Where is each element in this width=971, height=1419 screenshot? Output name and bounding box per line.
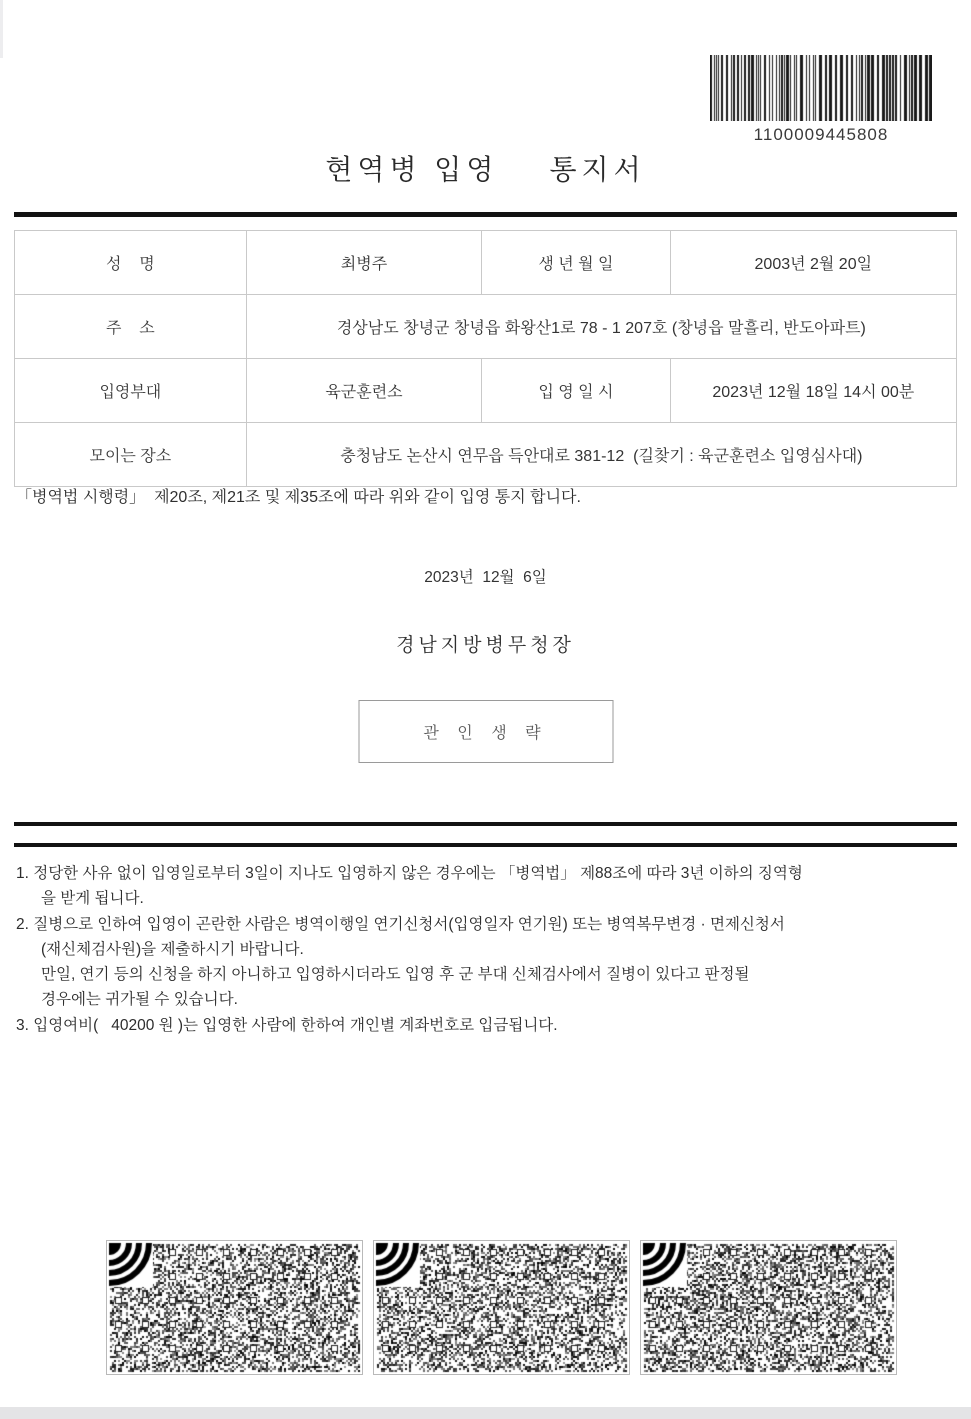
table-row-name (15, 231, 957, 295)
unit-label: 입영부대 (15, 359, 247, 423)
note-2-line-1: 2. 질병으로 인하여 입영이 곤란한 사람은 병역이행일 연기신청서(입영일자 연기원) 또는 병역복무변경 · 면제신청서 (16, 915, 785, 933)
address-value: 경상남도 창녕군 창녕읍 화왕산1로 78 - 1 207호 (창녕읍 말흘리, 반도아파트) (246, 295, 956, 359)
table-row-meeting-place (15, 423, 957, 487)
note-2-line-2: (재신체검사원)을 제출하시기 바랍니다. (41, 940, 304, 958)
note-3-line-1: 3. 입영여비( 40200 원 )는 입영한 사람에 한하여 개인별 계좌번호로 입금됩니다. (16, 1016, 558, 1034)
corner-arcs-icon (641, 1241, 896, 1374)
name-label: 성 명 (15, 231, 247, 295)
legal-basis-line: 「병역법 시행령」 제20조, 제21조 및 제35조에 따라 위와 같이 입영 통지 합니다. (16, 489, 581, 506)
issue-date: 2023년 12월 6일 (424, 569, 547, 586)
notes-list (16, 861, 958, 1038)
address-label: 주 소 (15, 295, 247, 359)
table-row-address (15, 295, 957, 359)
scan-bottom-edge (0, 1407, 971, 1419)
scan-edge-artifact (0, 0, 3, 58)
corner-arcs-icon (107, 1241, 362, 1374)
page-title: 현역병 입영 통지서 (325, 154, 646, 185)
section-divider-top (14, 822, 957, 826)
smart-barcode-2d (373, 1240, 630, 1375)
smart-barcode-row (106, 1240, 897, 1375)
note-2-line-4: 경우에는 귀가될 수 있습니다. (41, 991, 238, 1009)
section-divider-bottom (14, 843, 957, 847)
corner-arcs-icon (374, 1241, 629, 1374)
recruit-info-table (14, 230, 957, 487)
barcode-number: 1100009445808 (753, 125, 889, 144)
enlist-datetime-value: 2023년 12월 18일 14시 00분 (670, 359, 956, 423)
note-1-line-1: 1. 정당한 사유 없이 입영일로부터 3일이 지나도 입영하지 않은 경우에는 「병역법」 제88조에 따라 3년 이하의 징역형 (16, 865, 803, 882)
note-1-line-2: 을 받게 됩니다. (41, 890, 144, 908)
meeting-place-label: 모이는 장소 (15, 423, 247, 487)
birthdate-label: 생 년 월 일 (482, 231, 670, 295)
enlist-datetime-label: 입 영 일 시 (482, 359, 670, 423)
unit-value: 육군훈련소 (246, 359, 482, 423)
name-value: 최병주 (246, 231, 482, 295)
smart-barcode-2d (106, 1240, 363, 1375)
title-rule (14, 212, 957, 217)
note-2-line-3: 만일, 연기 등의 신청을 하지 아니하고 입영하시더라도 입영 후 군 부대 신체검사에서 질병이 있다고 판정될 (41, 966, 750, 984)
birthdate-value: 2003년 2월 20일 (670, 231, 956, 295)
table-row-unit (15, 359, 957, 423)
meeting-place-value: 충청남도 논산시 연무읍 득안대로 381-12 (길찾기 : 육군훈련소 입영심사대) (246, 423, 956, 487)
issuing-authority: 경남지방병무청장 (396, 635, 575, 656)
document-barcode (710, 55, 932, 145)
barcode-1d-icon (710, 55, 932, 121)
seal-omitted-box (358, 700, 613, 763)
seal-omitted-label: 관 인 생 략 (423, 725, 548, 742)
smart-barcode-2d (640, 1240, 897, 1375)
